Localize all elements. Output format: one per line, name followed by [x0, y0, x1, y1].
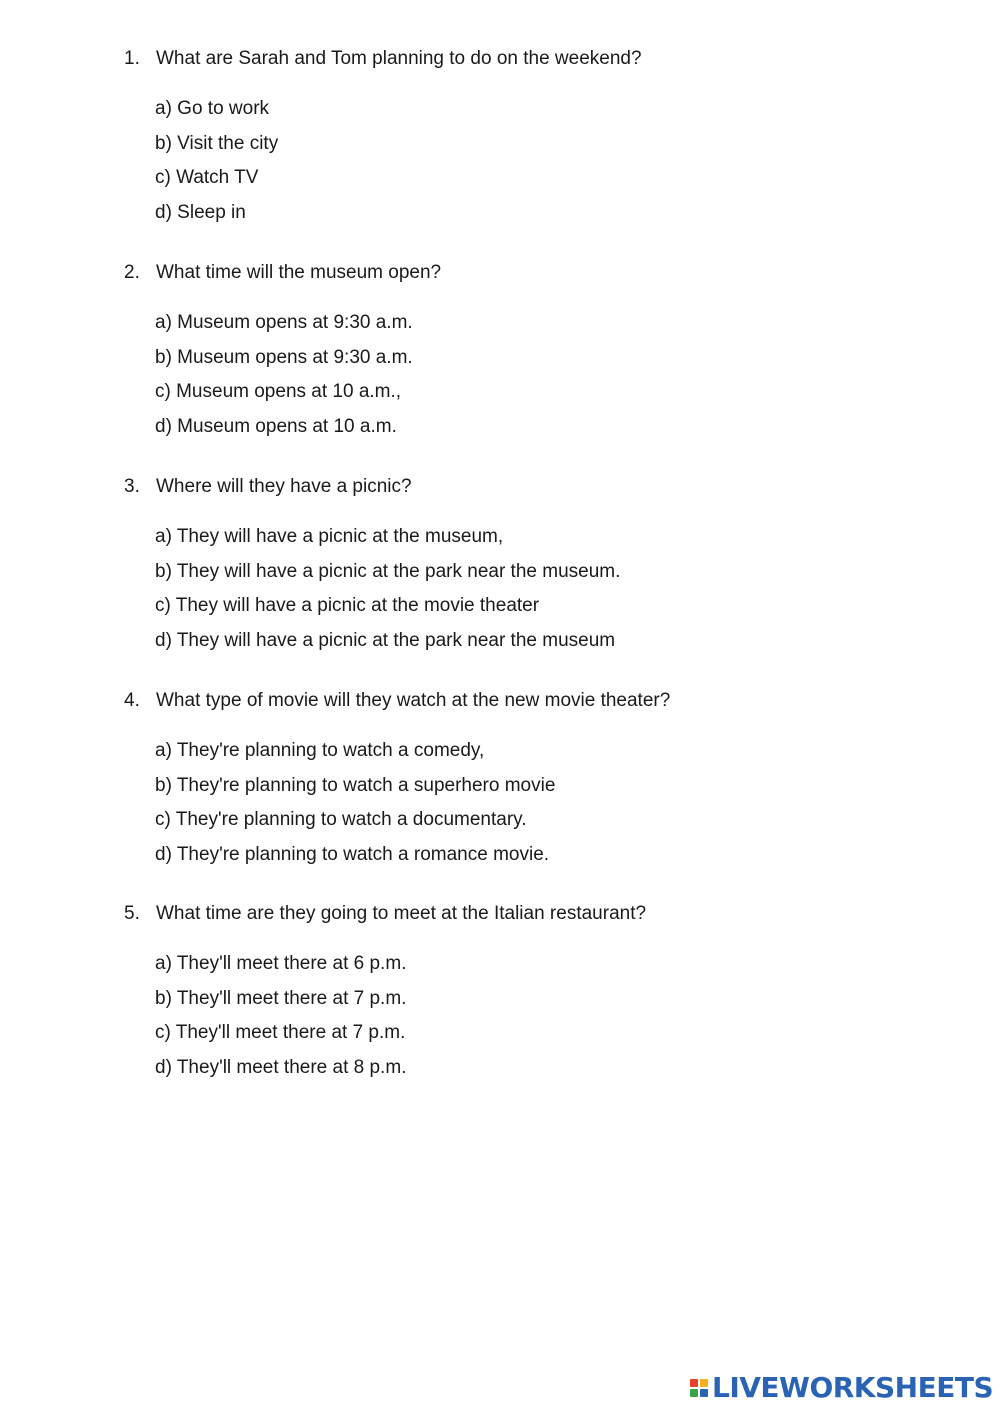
logo-blocks-icon [690, 1379, 708, 1397]
answer-option[interactable]: a) Go to work [155, 98, 270, 119]
answer-option[interactable]: d) They will have a picnic at the park near the museum [155, 630, 616, 652]
answer-options [124, 525, 944, 653]
question-2 [124, 261, 944, 450]
answer-option[interactable]: b) Visit the city [155, 132, 279, 154]
question-4 [124, 689, 944, 878]
question-prompt: What are Sarah and Tom planning to do on the weekend? [156, 48, 642, 69]
question-1 [124, 47, 944, 236]
answer-options [124, 952, 944, 1080]
question-number: 2. [124, 262, 140, 283]
answer-option[interactable]: b) Museum opens at 9:30 a.m. [155, 346, 413, 368]
answer-option[interactable]: a) They're planning to watch a comedy, [155, 740, 485, 761]
question-prompt: What time will the museum open? [156, 262, 442, 283]
question-number: 1. [124, 48, 140, 69]
question-prompt: Where will they have a picnic? [156, 476, 412, 497]
logo-block [700, 1389, 708, 1397]
question-text [124, 689, 944, 713]
question-prompt: What time are they going to meet at the Italian restaurant? [156, 903, 647, 924]
answer-options [124, 311, 944, 439]
answer-options [124, 97, 944, 225]
logo-block [690, 1379, 698, 1387]
question-text [124, 902, 944, 926]
answer-option[interactable]: c) Watch TV [155, 167, 259, 189]
question-text [124, 261, 944, 285]
answer-option[interactable]: d) Sleep in [155, 202, 246, 224]
question-prompt: What type of movie will they watch at the new movie theater? [156, 690, 671, 711]
answer-option[interactable]: b) They'll meet there at 7 p.m. [155, 987, 407, 1009]
answer-options [124, 739, 944, 867]
answer-option[interactable]: c) They'll meet there at 7 p.m. [155, 1022, 406, 1044]
answer-option[interactable]: b) They will have a picnic at the park near the museum. [155, 560, 621, 582]
logo-block [700, 1379, 708, 1387]
question-text [124, 475, 944, 499]
question-number: 3. [124, 476, 140, 497]
question-5 [124, 902, 944, 1091]
question-number: 5. [124, 903, 140, 924]
logo-block [690, 1389, 698, 1397]
answer-option[interactable]: a) Museum opens at 9:30 a.m. [155, 312, 413, 333]
answer-option[interactable]: c) They will have a picnic at the movie theater [155, 595, 540, 617]
answer-option[interactable]: d) They're planning to watch a romance movie. [155, 844, 550, 866]
answer-option[interactable]: a) They'll meet there at 6 p.m. [155, 953, 407, 974]
question-text [124, 47, 944, 71]
answer-option[interactable]: d) Museum opens at 10 a.m. [155, 416, 397, 438]
answer-option[interactable]: c) Museum opens at 10 a.m., [155, 381, 402, 403]
question-3 [124, 475, 944, 664]
answer-option[interactable]: a) They will have a picnic at the museum, [155, 526, 504, 547]
liveworksheets-logo [690, 1372, 993, 1404]
answer-option[interactable]: d) They'll meet there at 8 p.m. [155, 1057, 407, 1079]
logo-text: LIVEWORKSHEETS [712, 1371, 994, 1404]
question-number: 4. [124, 690, 140, 711]
answer-option[interactable]: c) They're planning to watch a documentary. [155, 809, 527, 831]
answer-option[interactable]: b) They're planning to watch a superhero movie [155, 774, 556, 796]
